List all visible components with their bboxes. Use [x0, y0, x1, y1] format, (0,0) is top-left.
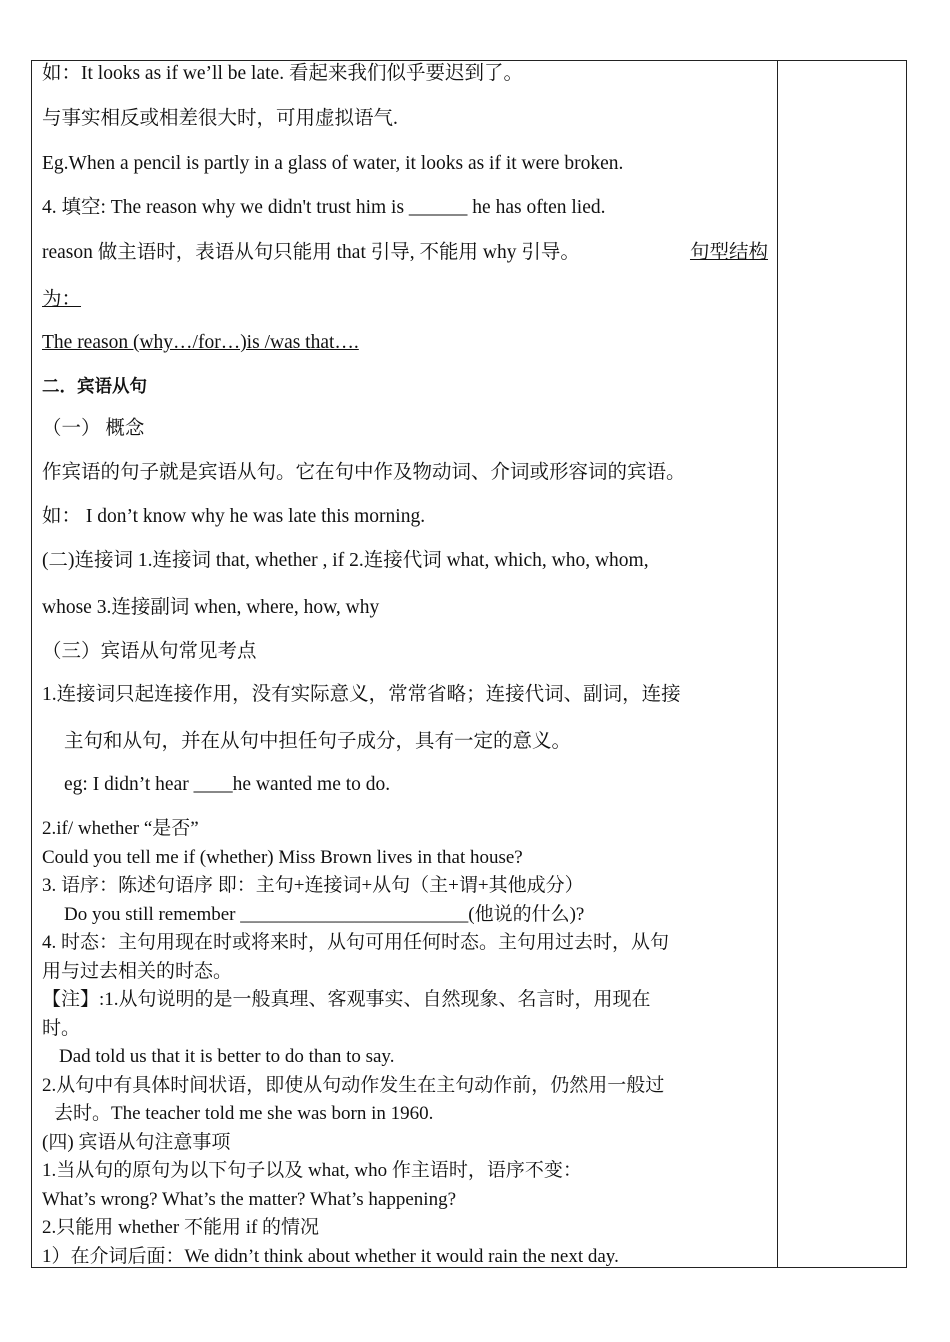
text-line: whose 3.连接副词 when, where, how, why [42, 597, 380, 618]
column-divider [777, 60, 778, 1268]
underlined-text: 为： [42, 289, 82, 310]
text-line: Eg.When a pencil is partly in a glass of water, it looks as if it were broken. [42, 153, 624, 174]
text-line: 如：It looks as if we’ll be late. 看起来我们似乎要迟到了。 [42, 63, 523, 84]
text-line: 2.只能用 whether 不能用 if 的情况 [42, 1217, 320, 1238]
underlined-text: 句型结构 [689, 242, 768, 263]
text-line: 1）在介词后面：We didn’t think about whether it would rain the next day. [42, 1246, 619, 1267]
text-line: Do you still remember ________________________(他说的什么)? [64, 904, 585, 925]
text-line: (二)连接词 1.连接词 that, whether , if 2.连接代词 what, which, who, whom, [42, 550, 649, 571]
text-line: Dad told us that it is better to do than to say. [59, 1046, 395, 1067]
text-line: 1.当从句的原句为以下句子以及 what, who 作主语时，语序不变： [42, 1160, 582, 1181]
text-segment: reason 做主语时，表语从句只能用 that 引导, 不能用 why 引导。 [42, 242, 580, 263]
text-line: 去时。The teacher told me she was born in 1960. [54, 1103, 434, 1124]
underlined-text: The reason (why…/for…)is /was that…. [42, 332, 359, 353]
text-line: 时。 [42, 1018, 81, 1039]
text-line: 作宾语的句子就是宾语从句。它在句中作及物动词、介词或形容词的宾语。 [42, 462, 686, 483]
section-heading: 二．宾语从句 [42, 377, 147, 397]
subsection-heading: （一） 概念 [42, 418, 145, 439]
text-line: 4. 填空: The reason why we didn't trust him is ______ he has often lied. [42, 197, 606, 218]
text-line: 2.从句中有具体时间状语，即使从句动作发生在主句动作前，仍然用一般过 [42, 1075, 665, 1096]
text-line: 4. 时态：主句用现在时或将来时，从句可用任何时态。主句用过去时，从句 [42, 932, 670, 953]
text-line: Could you tell me if (whether) Miss Brown lives in that house? [42, 847, 523, 868]
note-line: 【注】:1.从句说明的是一般真理、客观事实、自然现象、名言时，用现在 [42, 989, 651, 1010]
text-line [42, 241, 768, 265]
text-line: 用与过去相关的时态。 [42, 961, 233, 982]
text-line: 与事实相反或相差很大时，可用虚拟语气. [42, 108, 398, 129]
text-line: 3. 语序：陈述句语序 即：主句+连接词+从句（主+谓+其他成分） [42, 875, 584, 896]
subsection-heading: (四) 宾语从句注意事项 [42, 1132, 231, 1153]
text-line: What’s wrong? What’s the matter? What’s happening? [42, 1189, 457, 1210]
text-line: 主句和从句，并在从句中担任句子成分，具有一定的意义。 [64, 731, 572, 752]
text-line: eg: I didn’t hear ____he wanted me to do. [64, 774, 391, 795]
subsection-heading: （三）宾语从句常见考点 [42, 641, 257, 662]
text-line: 2.if/ whether “是否” [42, 818, 199, 839]
text-line: 如： I don’t know why he was late this morning. [42, 506, 426, 527]
text-line: 1.连接词只起连接作用，没有实际意义，常常省略；连接代词、副词，连接 [42, 684, 681, 705]
